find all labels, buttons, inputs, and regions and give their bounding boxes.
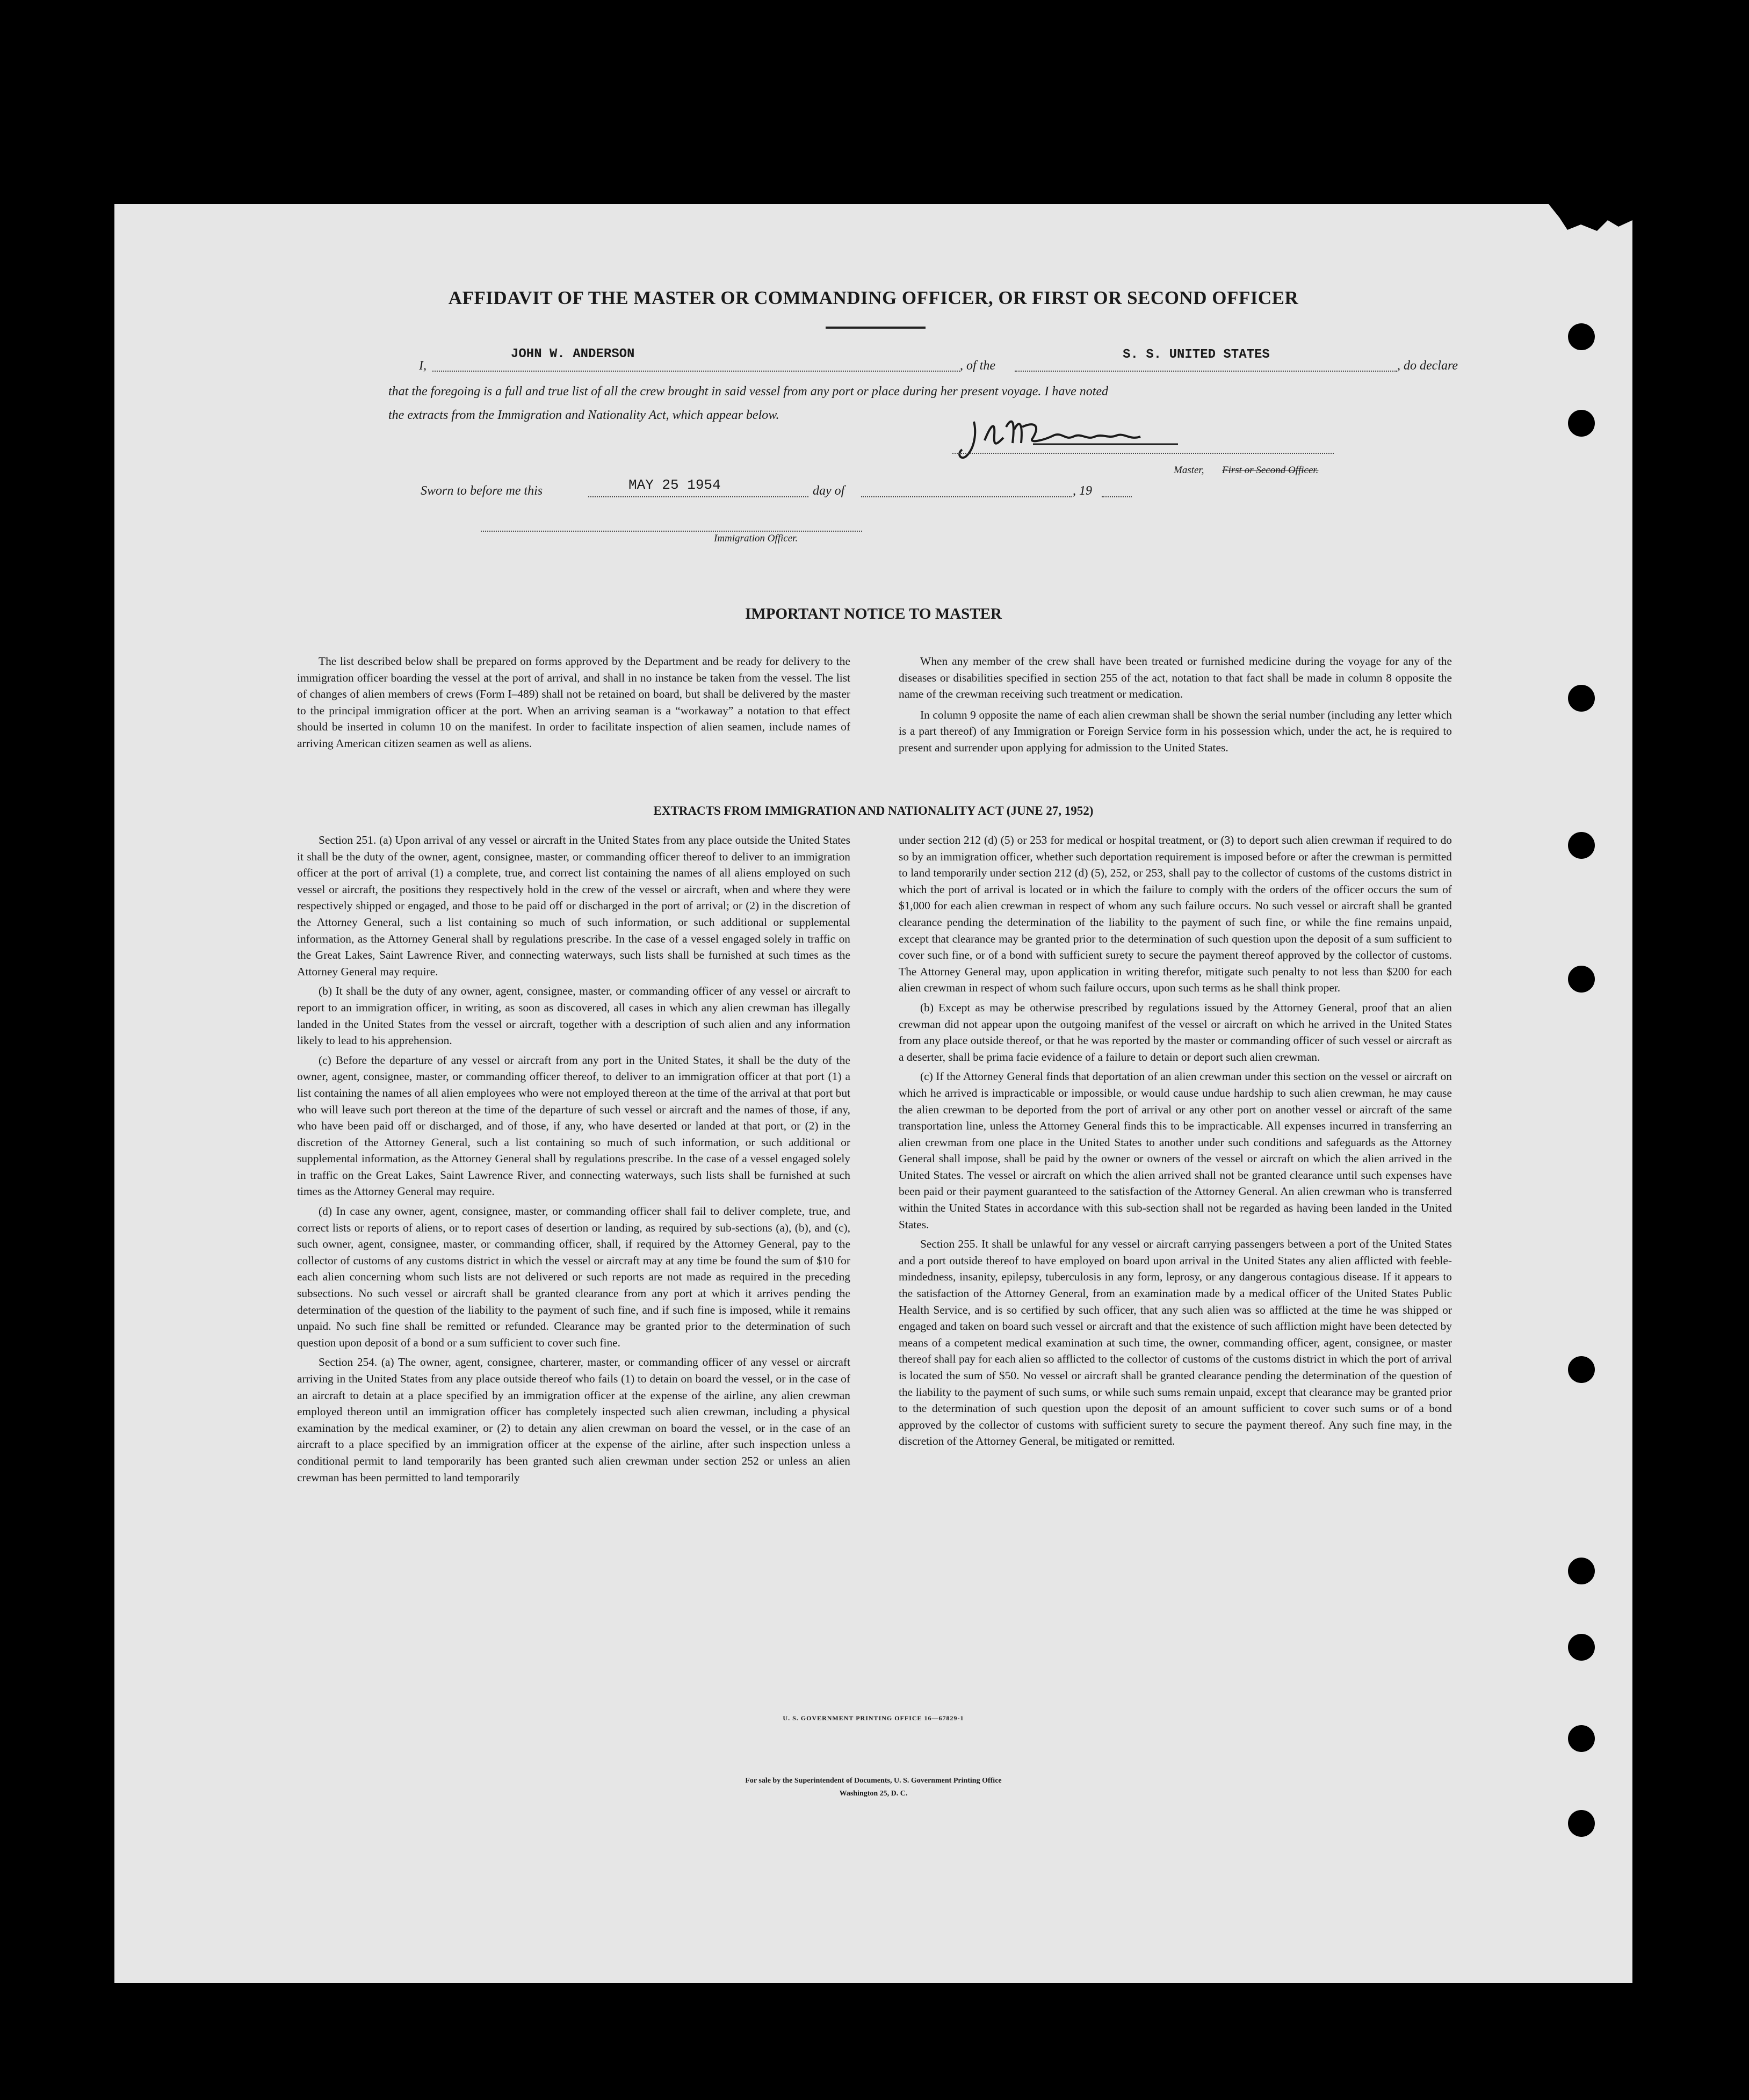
binder-hole [1568,1634,1595,1661]
sworn-date-line [588,496,808,497]
title-rule [826,327,926,329]
extract-paragraph: Section 255. It shall be unlawful for any vessel or aircraft carrying passengers between a port of the United States and a port outside thereof to have employed on board upon arrival in the United States any alien afflicted with feeble-mindedness, insanity, epilepsy, tuberculosis in any form, leprosy, or any dangerous contagious disease. If it appears to the satisfaction of the Attorney General, from an examination made by a medical officer of the United States Public Health Service, and is so certified by such officer, that any such alien was so afflicted at the time he was shipped or engaged and taken on board such vessel or aircraft and that the existence of such affliction might have been detected by means of a competent medical examination at such time, the owner, commanding officer, agent, consignee, or master thereof shall pay for each alien so afflicted to the collector of customs of the customs district in which the port of arrival is located the sum of $50. No vessel or aircraft shall be granted clearance pending the determination of the question of the liability to the payment of such sums, or while such sums remain unpaid, except that clearance may be granted prior to the determination of such question upon the deposit of an amount sufficient to cover such sums or of a bond approved by the collector of customs with sufficient surety to secure the payment thereof. Any such fine may, in the discretion of the Attorney General, be mitigated or remitted. [899,1237,1452,1448]
binder-hole [1568,1810,1595,1837]
notice-right-paragraph-1: When any member of the crew shall have been treated or furnished medicine during the voyage for any of the diseases or disabilities specified in section 255 of the act, notation to that fact shall be made in column 8 opposite the name of the crewman receiving such treatment or medication. [899,655,1452,701]
sworn-date-stamp: MAY 25 1954 [628,477,721,493]
statement-line-1: that the foregoing is a full and true list of all the crew brought in said vessel from any port or place during her present voyage. I have noted [388,385,1109,399]
document-page [114,204,1632,1983]
signature-line [952,453,1334,454]
notice-right-column [899,653,1452,756]
statement-line-2: the extracts from the Immigration and Nationality Act, which appear below. [388,408,779,422]
extract-paragraph: (c) Before the departure of any vessel or aircraft from any port in the United States, it shall be the duty of the owner, agent, consignee, master, or commanding officer thereof, to deliver to an immigration officer at that port (1) a list containing the names of all alien employees who were not employed thereon at the time of the arrival at that port but who will leave such port thereon at the time of the departure of such vessel or aircraft and the names of those, if any, who have been paid off or discharged, and of those, if any, who have deserted or landed at that port, or (2) in the discretion of the Attorney General, such a list containing so much of such information, or such additional or supplemental information, as the Attorney General shall by regulations prescribe. In the case of a vessel engaged solely in traffic on the Great Lakes, Saint Lawrence River, and connecting waterways, such lists shall be furnished at such times as the Attorney General may require. [297,1053,850,1198]
notice-left-paragraph: The list described below shall be prepared on forms approved by the Department and be ready for delivery to the immigration officer boarding the vessel at the port of arrival, and shall in no instance be taken from the vessel. The list of changes of alien members of crews (Form I–489) shall not be retained on board, but shall be delivered by the master to the principal immigration officer at the port. When an arriving seaman is a “workaway” a notation to that effect should be inserted in column 10 on the manifest. In order to facilitate inspection of alien seamen, include names of arriving American citizen seamen as well as aliens. [297,655,850,750]
binder-hole [1568,410,1595,437]
declare-label: , do declare [1397,359,1458,373]
officer-line [481,531,862,532]
master-label: Master, [1174,465,1204,476]
notice-right-paragraph-2: In column 9 opposite the name of each alien crewman shall be shown the serial number (including any letter which is a part thereof) of any Immigration or Foreign Service form in his possession which, under the act, he is required to present and surrender upon applying for admission to the United States. [899,708,1452,754]
of-the-label: , of the [960,359,995,373]
notice-title: IMPORTANT NOTICE TO MASTER [745,605,1002,622]
footer-line-1: For sale by the Superintendent of Documents, U. S. Government Printing Office [745,1777,1002,1785]
year-label: , 19 [1073,484,1092,498]
day-of-label: day of [813,484,845,498]
master-name: JOHN W. ANDERSON [511,347,635,361]
binder-hole [1568,1725,1595,1752]
extracts-title: EXTRACTS FROM IMMIGRATION AND NATIONALITY ACT (JUNE 27, 1952) [653,804,1094,817]
notice-left-column [297,653,850,752]
binder-hole [1568,323,1595,350]
extract-paragraph: (b) Except as may be otherwise prescribed by regulations issued by the Attorney General, proof that an alien crewman did not appear upon the outgoing manifest of the vessel or aircraft on which he arrived in the United States from any place outside thereof, or that he was reported by the master or commanding officer of such vessel or aircraft as a deserter, shall be prima facie evidence of a failure to detain or deport such alien crewman. [899,1001,1452,1063]
sworn-label: Sworn to before me this [421,484,543,498]
extract-paragraph: under section 212 (d) (5) or 253 for medical or hospital treatment, or (3) to deport such alien crewman if required to do so by an immigration officer, whether such deportation requirement is imposed before or after the crewman is permitted to land temporarily under section 212 (d) (5), 252, or 253, shall pay to the collector of customs of the customs district in which the port of arrival is located or in which the failure to comply with the orders of the officer occurs the sum of $1,000 for each alien crewman in respect of whom any such failure occurs. No such vessel or aircraft shall be granted clearance pending the determination of the liability to the payment of such fine, or while the fine remains unpaid, except that clearance may be granted prior to the determination of such question upon the deposit of a sum sufficient to cover such fine, or of a bond with sufficient surety to secure the payment thereof approved by the collector of customs. The Attorney General may, upon application in writing therefor, mitigate such penalty to not less than $200 for each alien crewman in respect of whom such failure occurs, upon such terms as he shall think proper. [899,834,1452,995]
binder-hole [1568,966,1595,993]
i-label: I, [419,359,427,373]
year-line [1102,496,1132,497]
struck-officer-label: First or Second Officer. [1222,465,1319,476]
month-line [861,496,1072,497]
binder-hole [1568,685,1595,712]
binder-hole [1568,832,1595,859]
extracts-left-column [297,832,850,1486]
vessel-line [1015,371,1397,372]
extract-paragraph: Section 254. (a) The owner, agent, consignee, charterer, master, or commanding officer of any vessel or aircraft arriving in the United States from any place outside thereof who fails (1) to detain on board the vessel, or in the case of an aircraft to detain at a place specified by an immigration officer at the expense of the airline, any alien crewman employed thereon until an immigration officer has completely inspected such alien crewman, including a physical examination by the medical examiner, or (2) to detain any alien crewman on board the vessel, or in the case of an aircraft to a place specified by an immigration officer at the expense of the airline, after such inspection unless a conditional permit to land temporarily has been granted such alien crewman under section 252 or unless an alien crewman has been permitted to land temporarily [297,1356,850,1484]
officer-label: Immigration Officer. [714,533,798,544]
extract-paragraph: (c) If the Attorney General finds that deportation of an alien crewman under this section on the vessel or aircraft on which he arrived is impracticable or impossible, or would cause undue hardship to such alien crewman, he may cause the alien crewman to be deported from the port of arrival or any other port on another vessel or aircraft of the same transportation line, unless the Attorney General finds this to be impracticable. All expenses incurred in transferring an alien crewman from one place in the United States to another under such conditions and safeguards as the Attorney General shall impose, shall be paid by the owner or owners of the vessel or aircraft on which the alien arrived in the United States. The vessel or aircraft on which the alien arrived shall not be granted clearance until such expenses have been paid or their payment guaranteed to the satisfaction of the Attorney General. An alien crewman who is transferred within the United States in accordance with this sub-section shall not be regarded as having been landed in the United States. [899,1070,1452,1231]
footer-line-2: Washington 25, D. C. [839,1790,908,1798]
extract-paragraph: Section 251. (a) Upon arrival of any vessel or aircraft in the United States from any place outside the United States it shall be the duty of the owner, agent, consignee, master, or commanding officer thereof to deliver to an immigration officer at the port of arrival (1) a complete, true, and correct list containing the names of all aliens employed on such vessel or aircraft, the positions they respectively hold in the crew of the vessel or aircraft, when and where they were respectively shipped or engaged, and those to be paid off or discharged in the port of arrival; or (2) in the discretion of the Attorney General, such a list containing so much of such information, or such additional or supplemental information, as the Attorney General shall by regulations prescribe. In the case of a vessel engaged solely in traffic on the Great Lakes, Saint Lawrence River, and connecting waterways, such lists shall be furnished at such times as the Attorney General may require. [297,834,850,978]
torn-corner-mark [1516,204,1632,242]
extract-paragraph: (d) In case any owner, agent, consignee, master, or commanding officer shall fail to deliver complete, true, and correct lists or reports of aliens, or to report cases of desertion or landing, as required by sub-sections (a), (b), and (c), such owner, agent, consignee, master, or commanding officer, shall, if required by the Attorney General, pay to the collector of customs of any customs district in which the vessel or aircraft may at any time be found the sum of $10 for each alien concerning whom such lists are not delivered or such reports are not made as required in the preceding subsections. No such vessel or aircraft shall be granted clearance from any port at which it arrives pending the determination of the question of the liability to the payment of such fine, and if such fine is imposed, while it remains unpaid. No such fine shall be remitted or refunded. Clearance may be granted prior to the determination of such question upon deposit of a bond or a sum sufficient to cover such fine. [297,1205,850,1349]
printing-office-line: U. S. GOVERNMENT PRINTING OFFICE 16—67829-1 [783,1714,964,1722]
affidavit-title: AFFIDAVIT OF THE MASTER OR COMMANDING OFFICER, OR FIRST OR SECOND OFFICER [448,287,1299,308]
extracts-right-column [899,832,1452,1450]
name-line [432,371,960,372]
binder-hole [1568,1356,1595,1383]
master-signature [952,411,1189,465]
extract-paragraph: (b) It shall be the duty of any owner, agent, consignee, master, or commanding officer of any vessel or aircraft to report to an immigration officer, in writing, as soon as discovered, all cases in which any alien crewman has illegally landed in the United States from the vessel or aircraft, together with a description of such alien and any information likely to lead to his apprehension. [297,984,850,1047]
binder-hole [1568,1558,1595,1584]
vessel-name: S. S. UNITED STATES [1123,347,1270,362]
